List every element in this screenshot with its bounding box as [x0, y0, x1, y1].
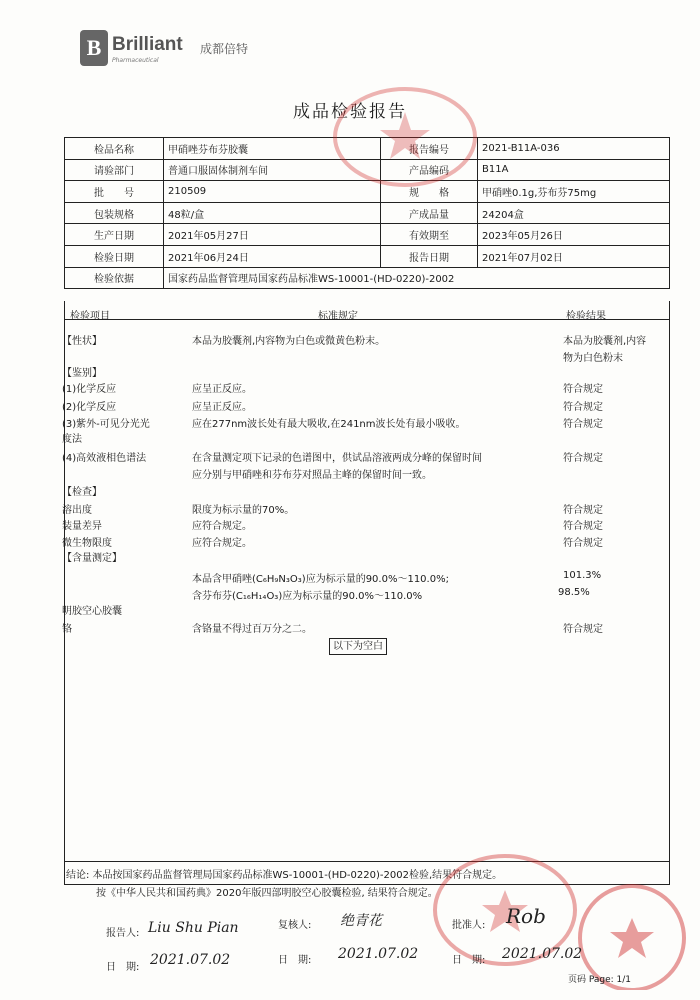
header-value: B11A — [478, 159, 670, 181]
date-label-1: 日 期: — [106, 962, 140, 973]
conclusion-line-1: 结论: 本品按国家药品监督管理局国家药品标准WS-10001-(HD-0220)-2002检验,结果符合规定。 — [66, 870, 503, 881]
capsule-result: 符合规定 — [563, 624, 603, 635]
section-character: 【性状】 — [62, 336, 102, 347]
micro-item: 微生物限度 — [62, 538, 112, 549]
header-label: 产成品量 — [381, 202, 478, 224]
basis-label: 检验依据 — [65, 267, 164, 289]
basis-row — [65, 267, 670, 289]
dissolution-standard: 限度为标示量的70%。 — [192, 505, 295, 516]
reporter-signature: Liu Shu Pian — [148, 920, 239, 936]
header-value: 2021-B11A-036 — [478, 138, 670, 160]
header-label: 报告编号 — [381, 138, 478, 160]
header-row — [65, 245, 670, 267]
header-row — [65, 202, 670, 224]
id4-standard-cont: 应分别与甲硝唑和芬布芬对照品主峰的保留时间一致。 — [192, 470, 432, 481]
approver-signature: Rob — [506, 904, 546, 928]
header-label: 检品名称 — [65, 138, 164, 160]
header-label: 报告日期 — [381, 245, 478, 267]
assay1-standard: 本品含甲硝唑(C₆H₉N₃O₃)应为标示量的90.0%～110.0%; — [192, 574, 449, 585]
id2-result: 符合规定 — [563, 402, 603, 413]
capsule-item: 明胶空心胶囊 — [62, 606, 122, 617]
id2-standard: 应呈正反应。 — [192, 402, 252, 413]
header-value: 24204盒 — [478, 202, 670, 224]
assay2-standard: 含芬布芬(C₁₆H₁₄O₃)应为标示量的90.0%～110.0% — [192, 591, 423, 602]
date-handwritten-3: 2021.07.02 — [502, 946, 583, 962]
header-value: 甲硝唑0.1g,芬布芬75mg — [478, 181, 670, 203]
header-value: 2021年05月27日 — [164, 224, 381, 246]
micro-result: 符合规定 — [563, 538, 603, 549]
header-label: 产品编码 — [381, 159, 478, 181]
id2-item: (2)化学反应 — [62, 402, 117, 413]
assay2-result: 98.5% — [558, 587, 590, 598]
header-value: 2023年05月26日 — [478, 224, 670, 246]
id3-item-cont: 度法 — [62, 434, 82, 445]
reviewer-signature: 绝青花 — [340, 913, 382, 929]
character-result-cont: 物为白色粉末 — [563, 353, 623, 364]
header-label: 生产日期 — [65, 224, 164, 246]
approver-label: 批准人: — [452, 920, 486, 931]
id4-standard: 在含量测定项下记录的色谱图中，供试品溶液两成分峰的保留时间 — [192, 453, 482, 464]
fill-result: 符合规定 — [563, 521, 603, 532]
character-standard: 本品为胶囊剂,内容物为白色或微黄色粉末。 — [192, 336, 386, 347]
header-label: 有效期至 — [381, 224, 478, 246]
header-label: 检验日期 — [65, 245, 164, 267]
capsule-standard: 含铬量不得过百万分之二。 — [192, 624, 312, 635]
basis-value: 国家药品监督管理局国家药品标准WS-10001-(HD-0220)-2002 — [164, 267, 670, 289]
header-label: 请验部门 — [65, 159, 164, 181]
brand-name-cn: 成都倍特 — [200, 42, 249, 56]
column-standard-header: 标准规定 — [318, 311, 358, 322]
micro-standard: 应符合规定。 — [192, 538, 252, 549]
id3-standard: 应在277nm波长处有最大吸收,在241nm波长处有最小吸收。 — [192, 419, 466, 430]
section-assay: 【含量测定】 — [62, 553, 122, 564]
section-identification: 【鉴别】 — [62, 368, 102, 379]
page-number: 页码 Page: 1/1 — [568, 975, 632, 985]
dissolution-result: 符合规定 — [563, 505, 603, 516]
column-result-header: 检验结果 — [566, 311, 606, 322]
brand-tagline: Pharmaceutical — [112, 57, 159, 64]
company-seal-stamp — [325, 82, 485, 192]
id3-item: (3)紫外-可见分光光 — [62, 419, 150, 430]
header-value: 普通口服固体制剂车间 — [164, 159, 381, 181]
brand-logo: B — [80, 30, 108, 66]
reporter-label: 报告人: — [106, 928, 140, 939]
fill-standard: 应符合规定。 — [192, 521, 252, 532]
date-label-2: 日 期: — [278, 955, 312, 966]
header-label: 批 号 — [65, 181, 164, 203]
id1-item: (1)化学反应 — [62, 384, 117, 395]
id4-result: 符合规定 — [563, 453, 603, 464]
conclusion-line-2: 按《中华人民共和国药典》2020年版四部明胶空心胶囊检验, 结果符合规定。 — [96, 888, 438, 899]
capsule-item-cont: 铬 — [62, 624, 72, 635]
brand-name: Brilliant — [112, 34, 183, 55]
header-label: 包装规格 — [65, 202, 164, 224]
date-handwritten-2: 2021.07.02 — [338, 946, 419, 962]
fill-item: 装量差异 — [62, 521, 102, 532]
header-row — [65, 224, 670, 246]
id1-result: 符合规定 — [563, 384, 603, 395]
reviewer-label: 复核人: — [278, 920, 312, 931]
blank-below-note: 以下为空白 — [329, 638, 387, 655]
header-value: 48粒/盒 — [164, 202, 381, 224]
id3-result: 符合规定 — [563, 419, 603, 430]
header-value: 2021年07月02日 — [478, 245, 670, 267]
dissolution-item: 溶出度 — [62, 505, 92, 516]
header-value: 甲硝唑芬布芬胶囊 — [164, 138, 381, 160]
date-label-3: 日 期: — [452, 955, 486, 966]
id4-item: (4)高效液相色谱法 — [62, 453, 147, 464]
header-label: 规 格 — [381, 181, 478, 203]
assay1-result: 101.3% — [563, 570, 602, 581]
header-value: 210509 — [164, 181, 381, 203]
column-header-divider — [64, 319, 670, 320]
report-title: 成品检验报告 — [293, 102, 407, 122]
character-result: 本品为胶囊剂,内容 — [563, 336, 647, 347]
id1-standard: 应呈正反应。 — [192, 384, 252, 395]
column-item-header: 检验项目 — [70, 311, 110, 322]
date-handwritten-1: 2021.07.02 — [150, 952, 231, 968]
header-value: 2021年06月24日 — [164, 245, 381, 267]
section-check: 【检查】 — [62, 487, 102, 498]
